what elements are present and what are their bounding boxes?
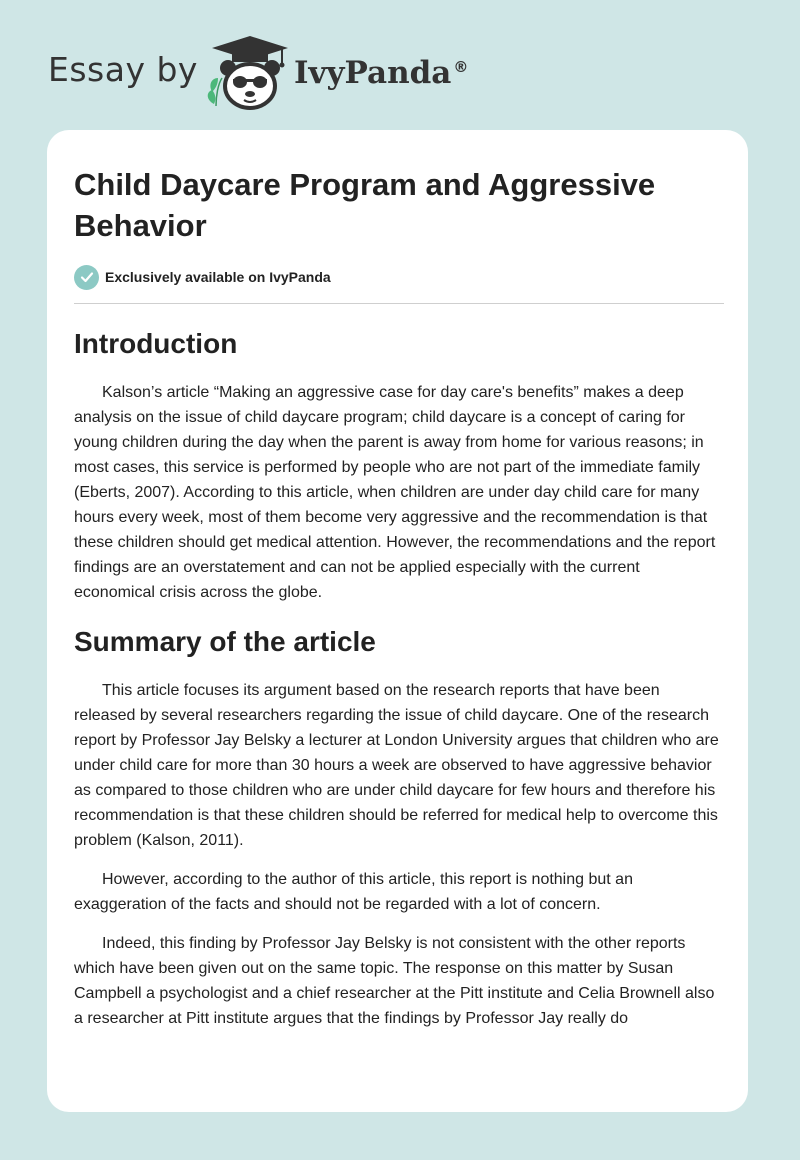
article-content — [74, 164, 724, 1031]
check-icon — [74, 265, 99, 290]
section-heading-introduction: Introduction — [74, 328, 238, 359]
essay-by-label: Essay by — [48, 50, 198, 89]
divider — [74, 303, 724, 304]
exclusive-label: Exclusively available on IvyPanda — [105, 269, 331, 285]
section-heading-summary: Summary of the article — [74, 626, 376, 657]
article-card — [47, 130, 748, 1112]
site-header — [48, 30, 608, 110]
paragraph: This article focuses its argument based on the research reports that have been released by several researchers regarding the issue of child daycare. One of the research report by Professor Jay Belsky a lecturer at London University argues that children who are under child care for more than 30 hours a week are observed to have aggressive behavior as compared to those children who are under child daycare for few hours and therefore his recommendation is that these children should be referred for medical help to overcome this problem (Kalson, 2011). — [74, 682, 719, 849]
registered-mark: ® — [453, 57, 469, 76]
exclusive-badge — [74, 264, 724, 290]
brand-name[interactable]: IvyPanda ® — [294, 55, 469, 91]
article-title: Child Daycare Program and Aggressive Behavior — [74, 167, 656, 243]
paragraph: However, according to the author of this article, this report is nothing but an exaggeration of the facts and should not be regarded with a lot of concern. — [74, 871, 633, 913]
paragraph: Indeed, this finding by Professor Jay Belsky is not consistent with the other reports which have been given out on the same topic. The response on this matter by Susan Campbell a psychologist and a chief researcher at the Pitt institute and Celia Brownell also a researcher at Pitt institute argues that the findings by Professor Jay really do — [74, 935, 715, 1027]
panda-logo-icon[interactable] — [202, 34, 292, 112]
paragraph: Kalson’s article “Making an aggressive case for day care's benefits” makes a deep analysis on the issue of child daycare program; child daycare is a concept of caring for young children during the day when the parent is away from home for various reasons; in most cases, this service is performed by people who are not part of the immediate family (Eberts, 2007). According to this article, when children are under day child care for many hours every week, most of them become very aggressive and the recommendation is that these children should get medical attention. However, the recommendations and the report findings are an overstatement and can not be applied especially with the current economical crisis across the globe. — [74, 384, 716, 601]
